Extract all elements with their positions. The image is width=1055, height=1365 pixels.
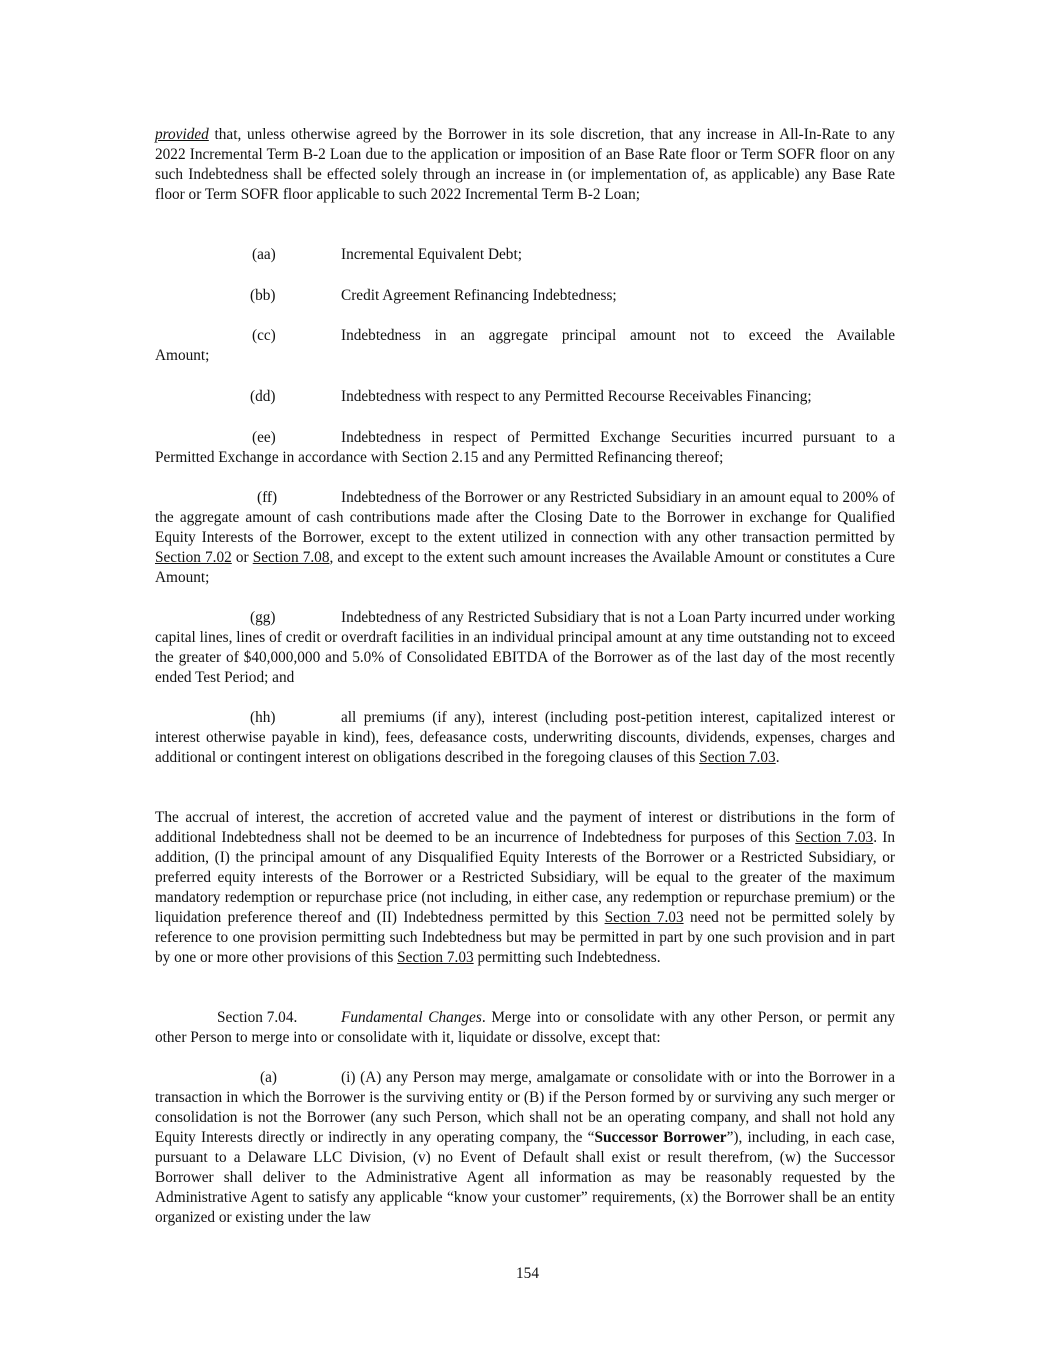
paragraph-provided: provided that, unless otherwise agreed by the Borrower in its sole discretion, that any increase in All-In-Rate to any 2022 Incremental Term B-2 Loan due to the application or imposition of an Base Rate floor or Term SOFR floor on any such Indebtedness shall be effected solely through an increase in (or implementation of, as applicable) any Base Rate floor or Term SOFR floor applicable to such 2022 Incremental Term B-2 Loan; <box>155 126 895 203</box>
clause-text: Credit Agreement Refinancing Indebtedness; <box>341 287 617 304</box>
section-link: Section 7.08 <box>252 549 330 566</box>
clause-ee <box>155 428 895 448</box>
clause-text: Incremental Equivalent Debt; <box>341 246 522 263</box>
clause-bb <box>155 286 895 306</box>
clause-ff: (ff) Indebtedness of the Borrower or any Restricted Subsidiary in an amount equal to 200% of the aggregate amount of cash contributions made after the Closing Date to the Borrower in exchange for Qualified Equity Interests of the Borrower, except to the extent utilized in connection with any other transaction permitted by Section 7.02 or Section 7.08, and except to the extent such amount increases the Available Amount or constitutes a Cure Amount; <box>155 489 895 586</box>
clause-label: (gg) <box>250 609 276 626</box>
clause-text: Indebtedness in respect of Permitted Exchange Securities incurred pursuant to a <box>341 429 895 446</box>
section-link: Section 7.03 <box>795 829 874 846</box>
section-title: Fundamental Changes <box>341 1009 482 1026</box>
clause-label: (cc) <box>252 327 276 344</box>
clause-label: (ff) <box>257 489 278 506</box>
provided-term: provided <box>155 126 209 143</box>
clause-cc-continuation: Amount; <box>155 347 210 364</box>
clause-label: (aa) <box>252 246 276 263</box>
clause-text: Indebtedness with respect to any Permitted Recourse Receivables Financing; <box>341 388 812 405</box>
section-7-04: Section 7.04. Fundamental Changes. Merge into or consolidate with any other Person, or permit any other Person to merge into or consolidate with it, liquidate or dissolve, except that: <box>155 1009 896 1046</box>
clause-ee-continuation: Permitted Exchange in accordance with Section 2.15 and any Permitted Refinancing thereof; <box>155 449 724 466</box>
defined-term: Successor Borrower <box>594 1129 727 1146</box>
clause-dd <box>155 387 895 407</box>
clause-label: (hh) <box>250 709 276 726</box>
clause-gg: (gg) Indebtedness of any Restricted Subsidiary that is not a Loan Party incurred under working capital lines, lines of credit or overdraft facilities in an individual principal amount at any time outstanding not to exceed the greater of $40,000,000 and 5.0% of Consolidated EBITDA of the Borrower as of the last day of the most recently ended Test Period; and <box>155 609 895 686</box>
section-link: Section 7.03 <box>699 749 776 766</box>
section-link: Section 7.02 <box>155 549 232 566</box>
clause-label: (ee) <box>252 429 276 446</box>
section-number: Section 7.04. <box>217 1009 298 1026</box>
clause-a: (a) (i) (A) any Person may merge, amalgamate or consolidate with or into the Borrower in a transaction in which the Borrower is the surviving entity or (B) if the Person formed by or surviving any such merger or consolidation is not the Borrower (any such Person, which shall not be an operating company, and shall not hold any Equity Interests directly or indirectly in any operating company, the “Successor Borrower”), including, in each case, pursuant to a Delaware LLC Division, (v) no Event of Default shall exist or result therefrom, (w) the Successor Borrower shall deliver to the Administrative Agent all information as may be reasonably requested by the Administrative Agent to satisfy any applicable “know your customer” requirements, (x) the Borrower shall be an entity organized or existing under the law <box>155 1069 895 1226</box>
clause-label: (a) <box>260 1069 277 1086</box>
clause-cc <box>155 326 895 346</box>
clause-label: (dd) <box>250 388 276 405</box>
section-link: Section 7.03 <box>397 949 474 966</box>
paragraph-accrual: The accrual of interest, the accretion of accreted value and the payment of interest or distributions in the form of additional Indebtedness shall not be deemed to be an incurrence of Indebtedness for purposes of this Section 7.03. In addition, (I) the principal amount of any Disqualified Equity Interests of the Borrower or a Restricted Subsidiary, or preferred equity interests of the Borrower or a Restricted Subsidiary, will be equal to the greater of the maximum mandatory redemption or repurchase price (not including, in either case, any redemption or repurchase premium) or the liquidation preference thereof and (II) Indebtedness permitted by this Section 7.03 need not be permitted solely by reference to one provision permitting such Indebtedness but may be permitted in part by one such provision and in part by one or more other provisions of this Section 7.03 permitting such Indebtedness. <box>155 809 895 966</box>
section-link: Section 7.03 <box>604 909 684 926</box>
clause-text: Indebtedness in an aggregate principal amount not to exceed the Available <box>341 327 895 344</box>
clause-aa <box>155 245 895 265</box>
clause-hh: (hh) all premiums (if any), interest (including post-petition interest, capitalized interest or interest otherwise payable in kind), fees, defeasance costs, underwriting discounts, dividends, expenses, charges and additional or contingent interest on obligations described in the foregoing clauses of this Section 7.03. <box>155 709 895 766</box>
clause-label: (bb) <box>250 287 276 304</box>
page-number: 154 <box>516 1265 539 1282</box>
